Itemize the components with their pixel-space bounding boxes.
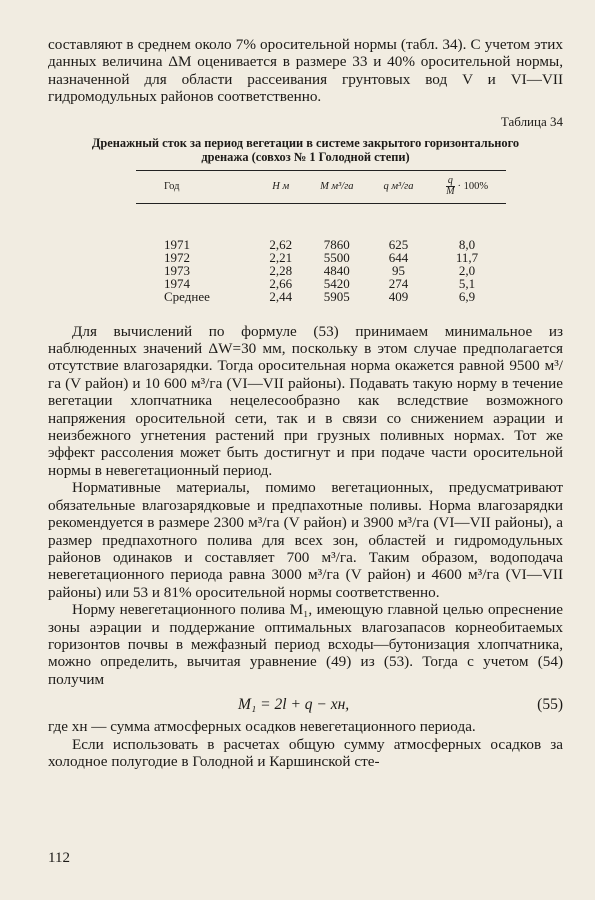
col-q-header: q м³/га	[369, 170, 428, 203]
table-cell: 625	[388, 236, 409, 252]
paragraph-3: Нормативные материалы, помимо вегетационных, предусматривают обязательные влагозарядковые и предпахотные поливы. Норма влагозарядки рекомендуется в размере 2300 м³/га (V район) и 3900 м³/га (VI—VII районы), а размер предпахотного полива для всех зон, областей и гидромодульных районов одинаков и составляет 700 м³/га. Таким образом, водоподача невегетационного периода равна 3000 м³/га (V район) и 4600 м³/га (VI—VII районы) или 53 и 81% оросительной нормы соответственно.	[48, 479, 563, 601]
paragraph-5: где xн — сумма атмосферных осадков невегетационного периода.	[48, 718, 476, 736]
table-cell: 5500	[323, 249, 350, 265]
table-cell: 2,28	[269, 262, 293, 278]
table-row	[136, 277, 506, 290]
ratio-suffix: · 100%	[457, 181, 489, 193]
table-cell: 4840	[323, 262, 350, 278]
page	[48, 36, 563, 770]
table-cell: 2,0	[458, 262, 476, 278]
fraction-numerator: q	[447, 175, 453, 187]
table-row	[136, 251, 506, 264]
col-ratio-header	[428, 170, 506, 203]
table-cell: 2,44	[269, 288, 293, 304]
table-header-row	[136, 170, 506, 203]
table-cell: 1973	[164, 262, 190, 278]
fraction-denominator: M	[446, 186, 455, 198]
table-cell: 2,66	[269, 275, 293, 291]
page-number: 112	[48, 850, 70, 866]
drainage-table	[136, 170, 506, 303]
col-year-header: Год	[136, 170, 257, 203]
table-cell: Среднее	[164, 288, 210, 304]
paragraph-2: Для вычислений по формуле (53) принимаем минимальное из наблюденных значений ΔW=30 мм, поскольку в этом случае предполагается отсутствие влагозарядки. Тогда оросительная норма окажется равной 9500 м³/га (V район) и 10 600 м³/га (VI—VII районы). Подавать такую норму в течение вегетации хлопчатника нецелесообразно как вследствие возможного напряжения оросительной сети, так и в связи со снижением аэрации и неизбежного угнетения растений при грузных поливных нормах. Тот же эффект рассоления может быть достигнут и при подаче части оросительной нормы в невегетационный период.	[48, 322, 563, 479]
paragraph-1: составляют в среднем около 7% оросительной нормы (табл. 34). С учетом этих данных величина ΔM оценивается в размере 33 и 40% оросительной нормы, назначенной для области рассеивания грунтовых вод V и VI—VII гидромодульных районов соответственно.	[48, 36, 563, 106]
table-row	[136, 203, 506, 251]
formula-number: (55)	[537, 696, 563, 714]
table-cell: 5905	[323, 288, 350, 304]
table-cell: 274	[388, 275, 409, 291]
table-cell: 7860	[323, 236, 350, 252]
table-number: Таблица 34	[500, 113, 563, 129]
table-caption: Дренажный сток за период вегетации в системе закрытого горизонтального дренажа (совхоз № 1 Голодной степи)	[91, 135, 520, 164]
table-cell: 1971	[164, 236, 190, 252]
formula-55	[48, 692, 563, 718]
col-m-header: M м³/га	[305, 170, 369, 203]
table-body	[136, 203, 506, 303]
paragraph-6: Если использовать в расчетах общую сумму атмосферных осадков за холодное полугодие в Голодной и Каршинской сте-	[48, 735, 563, 770]
table-cell: 1972	[164, 249, 190, 265]
ratio-fraction	[446, 176, 455, 197]
paragraph-4: Норму невегетационного полива M₁, имеющую главной целью опреснение зоны аэрации и поддержание оптимальных влагозапасов корнеобитаемых горизонтов почвы в межфазный период всходы—бутонизация хлопчатника, можно определить, вычитая уравнение (49) из (53). Тогда с учетом (54) получим	[48, 601, 563, 688]
table-row	[136, 290, 506, 303]
table-cell: 2,21	[269, 249, 293, 265]
formula-expression: M₁ = 2l + q − xн,	[238, 696, 350, 714]
table-cell: 5,1	[458, 275, 476, 291]
table-cell: 1974	[164, 275, 190, 291]
table-cell: 6,9	[458, 288, 476, 304]
table-cell: 2,62	[269, 236, 293, 252]
table-cell: 11,7	[455, 249, 479, 265]
table-cell: 644	[388, 249, 409, 265]
col-h-header: H м	[257, 170, 305, 203]
table-cell: 5420	[323, 275, 350, 291]
table-cell: 95	[391, 262, 405, 278]
table-row	[136, 264, 506, 277]
table-cell: 8,0	[458, 236, 476, 252]
table-cell: 409	[388, 288, 409, 304]
